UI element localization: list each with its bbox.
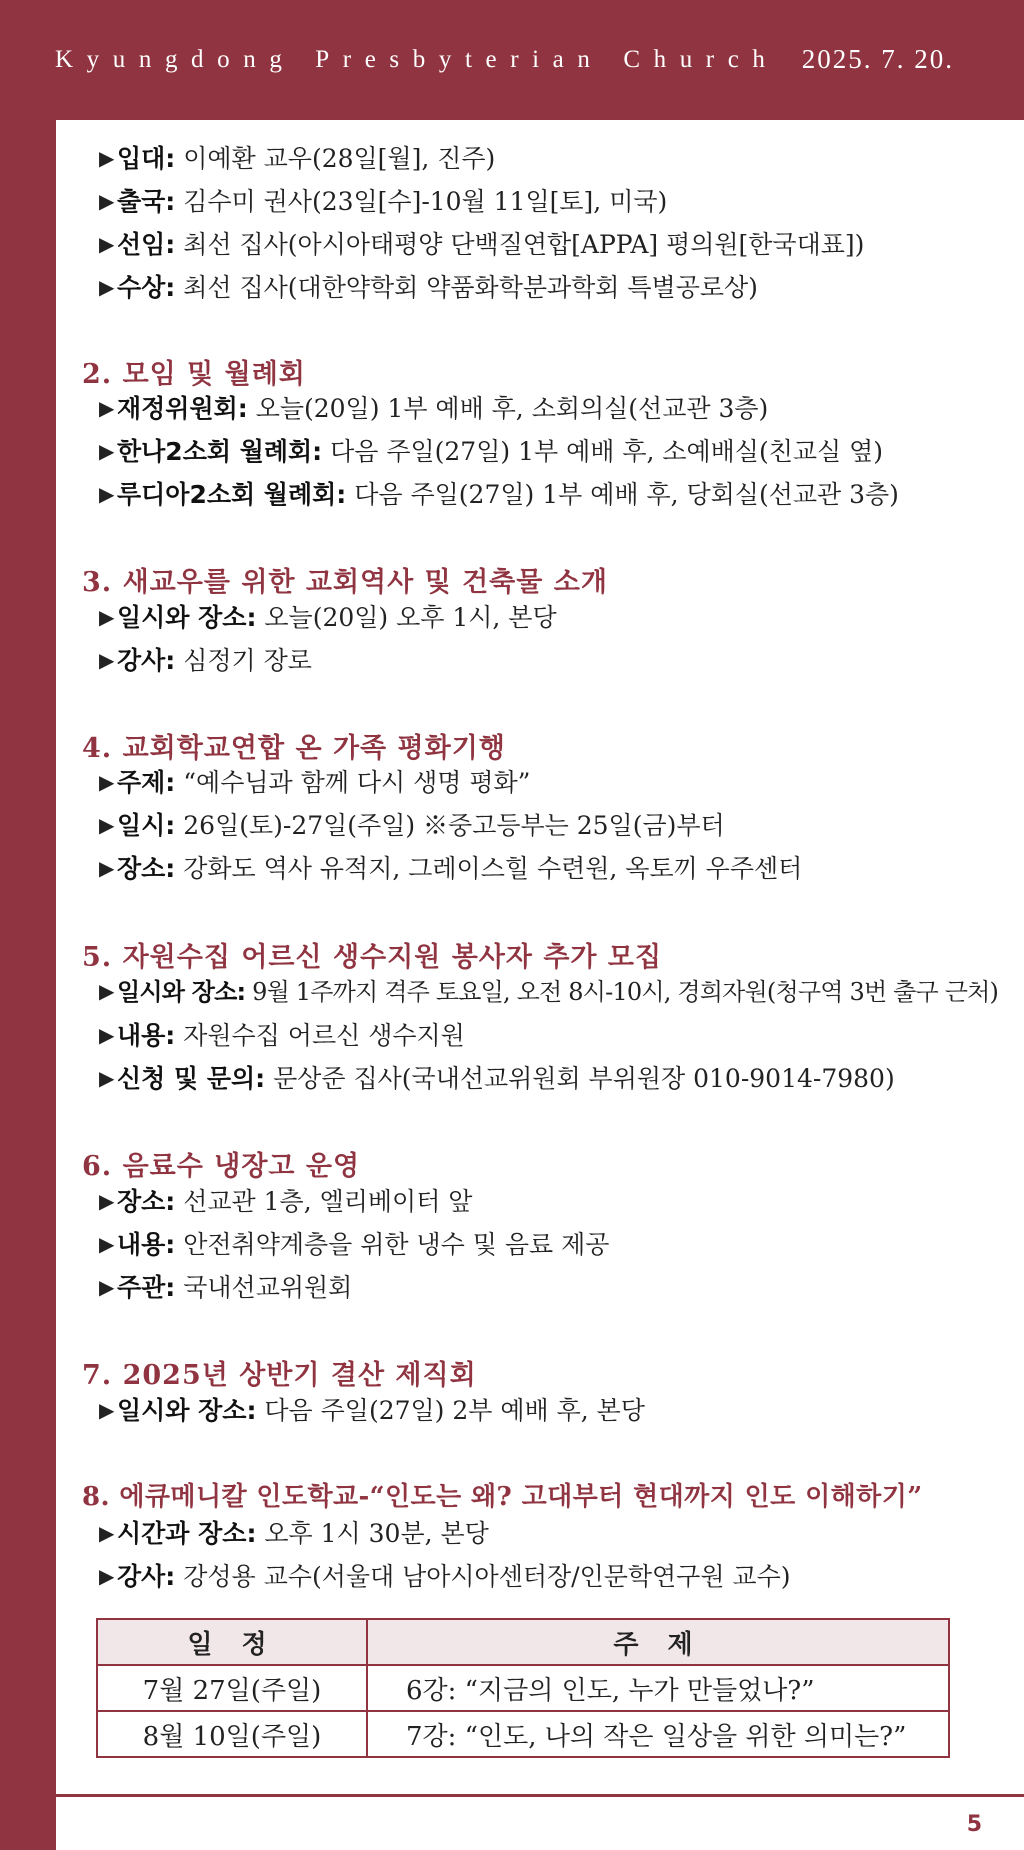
bulletin-date: 2025. 7. 20. xyxy=(801,44,954,74)
announcement-item: ▶ 강사: 강성용 교수(서울대 남아시아센터장/인문학연구원 교수) xyxy=(99,1562,791,1591)
arrow-icon: ▶ xyxy=(99,482,115,506)
table-cell-topic: 7강: “인도, 나의 작은 일상을 위한 의미는?” xyxy=(367,1711,949,1757)
arrow-icon: ▶ xyxy=(99,146,115,170)
announcement-item: ▶ 루디아2소회 월례회: 다음 주일(27일) 1부 예배 후, 당회실(선교관 3층) xyxy=(99,480,899,509)
announcement-item: ▶ 재정위원회: 오늘(20일) 1부 예배 후, 소회의실(선교관 3층) xyxy=(99,394,769,423)
table-row xyxy=(97,1711,949,1757)
arrow-icon: ▶ xyxy=(99,813,115,837)
announcement-item: ▶ 장소: 선교관 1층, 엘리베이터 앞 xyxy=(99,1187,473,1216)
section-title: 3. 새교우를 위한 교회역사 및 건축물 소개 xyxy=(82,567,608,598)
table-row xyxy=(97,1665,949,1711)
arrow-icon: ▶ xyxy=(99,1189,115,1213)
announcement-item: ▶ 주관: 국내선교위원회 xyxy=(99,1273,353,1302)
announcement-item: ▶ 한나2소회 월례회: 다음 주일(27일) 1부 예배 후, 소예배실(친교실 옆) xyxy=(99,437,884,466)
announcement-item: ▶ 일시: 26일(토)-27일(주일) ※중고등부는 25일(금)부터 xyxy=(99,811,725,840)
table-cell-topic: 6강: “지금의 인도, 누가 만들었나?” xyxy=(367,1665,949,1711)
arrow-icon: ▶ xyxy=(99,1232,115,1256)
arrow-icon: ▶ xyxy=(99,1275,115,1299)
announcement-item: ▶ 선임: 최선 집사(아시아태평양 단백질연합[APPA] 평의원[한국대표]) xyxy=(99,230,865,259)
arrow-icon: ▶ xyxy=(99,770,115,794)
arrow-icon: ▶ xyxy=(99,189,115,213)
footer-divider xyxy=(56,1794,1024,1797)
table-header-row xyxy=(97,1619,949,1665)
arrow-icon: ▶ xyxy=(99,1398,115,1422)
announcement-item: ▶ 내용: 자원수집 어르신 생수지원 xyxy=(99,1021,465,1050)
arrow-icon: ▶ xyxy=(99,648,115,672)
announcement-item: ▶ 수상: 최선 집사(대한약학회 약품화학분과학회 특별공로상) xyxy=(99,273,758,302)
announcement-item: ▶ 강사: 심정기 장로 xyxy=(99,646,312,675)
church-name: Kyungdong Presbyterian Church xyxy=(55,46,779,73)
announcement-item: ▶ 장소: 강화도 역사 유적지, 그레이스힐 수련원, 옥토끼 우주센터 xyxy=(99,854,803,883)
announcement-item: ▶ 일시와 장소: 9월 1주까지 격주 토요일, 오전 8시-10시, 경희자원(청구역 3번 출구 근처) xyxy=(99,978,999,1006)
arrow-icon: ▶ xyxy=(99,605,115,629)
announcement-item: ▶ 내용: 안전취약계층을 위한 냉수 및 음료 제공 xyxy=(99,1230,610,1259)
arrow-icon: ▶ xyxy=(99,1521,115,1545)
bulletin-page xyxy=(56,120,1024,1850)
page-number: 5 xyxy=(966,1812,982,1837)
announcement-item: ▶ 신청 및 문의: 문상준 집사(국내선교위원회 부위원장 010-9014-7980) xyxy=(99,1064,895,1093)
arrow-icon: ▶ xyxy=(99,232,115,256)
arrow-icon: ▶ xyxy=(99,1066,115,1090)
announcement-item: ▶ 시간과 장소: 오후 1시 30분, 본당 xyxy=(99,1519,489,1548)
announcement-item: ▶ 일시와 장소: 다음 주일(27일) 2부 예배 후, 본당 xyxy=(99,1396,645,1425)
section-title: 4. 교회학교연합 온 가족 평화기행 xyxy=(82,733,506,764)
column-header-topic: 주 제 xyxy=(367,1619,949,1665)
arrow-icon: ▶ xyxy=(99,1564,115,1588)
announcement-item: ▶ 주제: “예수님과 함께 다시 생명 평화” xyxy=(99,768,531,797)
section-title: 2. 모임 및 월례회 xyxy=(82,359,306,390)
lecture-schedule-table xyxy=(96,1618,950,1758)
section-title: 5. 자원수집 어르신 생수지원 봉사자 추가 모집 xyxy=(82,942,663,973)
column-header-schedule: 일 정 xyxy=(97,1619,367,1665)
section-title: 6. 음료수 냉장고 운영 xyxy=(82,1151,361,1182)
announcement-item: ▶ 출국: 김수미 권사(23일[수]-10월 11일[토], 미국) xyxy=(99,187,668,216)
section-title: 7. 2025년 상반기 결산 제직회 xyxy=(82,1360,477,1391)
announcement-item: ▶ 일시와 장소: 오늘(20일) 오후 1시, 본당 xyxy=(99,603,557,632)
announcement-item: ▶ 입대: 이예환 교우(28일[월], 진주) xyxy=(99,144,496,173)
table-cell-date: 8월 10일(주일) xyxy=(97,1711,367,1757)
arrow-icon: ▶ xyxy=(99,979,114,1003)
arrow-icon: ▶ xyxy=(99,856,115,880)
header-band xyxy=(0,0,1024,120)
arrow-icon: ▶ xyxy=(99,275,115,299)
arrow-icon: ▶ xyxy=(99,439,115,463)
section-title: 8. 에큐메니칼 인도학교-“인도는 왜? 고대부터 현대까지 인도 이해하기” xyxy=(82,1482,923,1512)
arrow-icon: ▶ xyxy=(99,396,115,420)
arrow-icon: ▶ xyxy=(99,1023,115,1047)
table-cell-date: 7월 27일(주일) xyxy=(97,1665,367,1711)
